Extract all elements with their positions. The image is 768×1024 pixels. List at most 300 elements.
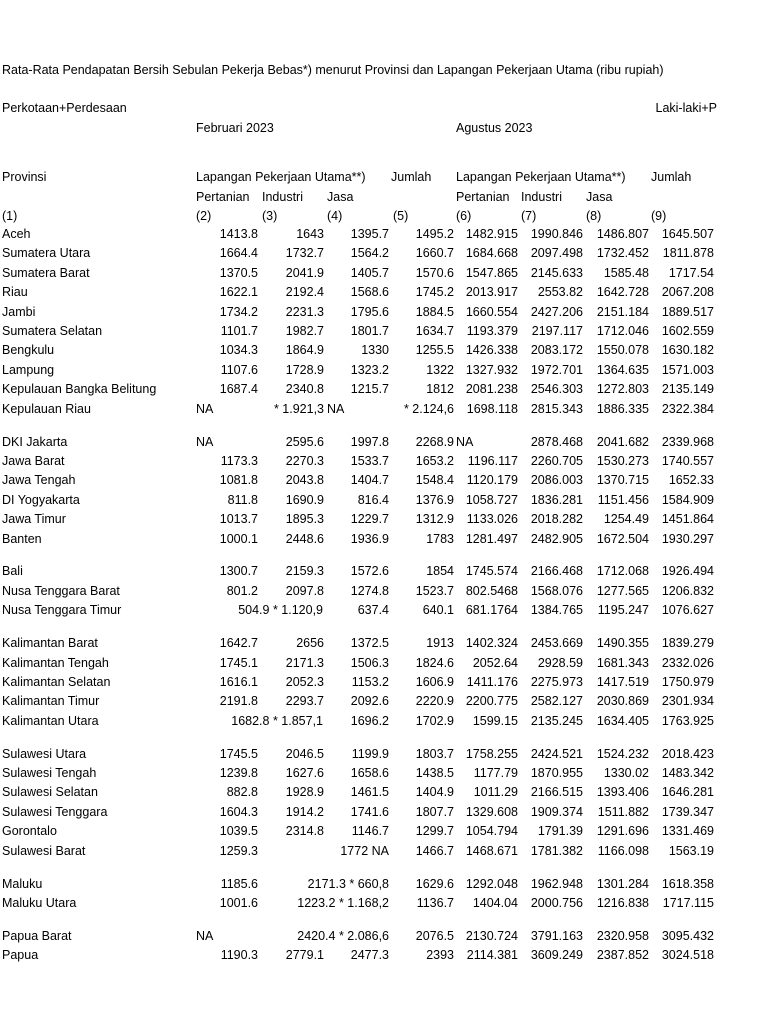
value-cell: 1101.7 [220, 324, 258, 338]
provinsi-cell: Jawa Timur [2, 512, 66, 527]
table-row [0, 380, 768, 399]
value-cell: 1370.715 [596, 473, 649, 488]
value-cell: 1646.281 [661, 785, 714, 800]
provinsi-cell: Kepulauan Riau [2, 401, 91, 416]
col-number-9: (9) [651, 209, 667, 223]
value-cell: 1547.865 [465, 265, 518, 280]
value-cell: 1274.8 [350, 583, 389, 598]
value-cell: 2043.8 [285, 473, 324, 488]
value-cell: 1634.7 [415, 324, 454, 338]
value-cell: 2320.958 [596, 928, 649, 943]
value-cell: 1372.5 [350, 636, 389, 651]
value-cell: 2339.968 [661, 434, 714, 449]
value-cell: 1717.115 [662, 895, 714, 910]
value-cell: 1836.281 [530, 492, 583, 507]
col-number-5: (5) [393, 209, 409, 223]
value-cell: 1889.517 [661, 304, 714, 319]
table-row [0, 745, 768, 764]
value-cell: 2166.468 [530, 564, 583, 579]
value-cell: 2595.6 [285, 434, 324, 449]
value-cell: 1329.608 [465, 804, 518, 819]
value-cell: 816.4 [357, 492, 389, 507]
value-cell: 1681.343 [596, 655, 649, 670]
value-cell: 1795.6 [350, 304, 389, 319]
value-cell: 1254.49 [603, 512, 649, 527]
value-cell: 1370.5 [219, 265, 258, 280]
value-cell: 2197.117 [531, 324, 583, 338]
value-cell: 1606.9 [415, 674, 454, 689]
value-cell: 2159.3 [285, 564, 324, 579]
provinsi-cell: Kalimantan Utara [2, 713, 99, 728]
value-cell: 2018.282 [530, 512, 583, 527]
value-cell: 2656 [296, 636, 324, 651]
header-pertanian-2: Pertanian [456, 190, 510, 204]
value-cell: 1291.696 [596, 824, 649, 839]
value-cell: 2546.303 [530, 382, 583, 397]
na-cell: NA [196, 928, 214, 943]
provinsi-cell: Riau [2, 285, 28, 300]
value-cell: 1272.803 [596, 382, 649, 397]
value-cell: 2260.705 [530, 453, 583, 468]
value-cell: 1300.7 [219, 564, 258, 579]
value-cell: 1524.232 [596, 746, 649, 761]
value-cell: 1196.117 [467, 453, 518, 468]
value-cell: 1642.728 [596, 285, 649, 300]
value-cell: 1909.374 [530, 804, 583, 819]
provinsi-cell: Papua [2, 948, 39, 963]
value-cell: 1384.765 [530, 603, 583, 618]
value-cell: 1712.046 [596, 324, 649, 338]
na-cell: NA [196, 434, 214, 449]
provinsi-cell: Kepulauan Bangka Belitung [2, 382, 157, 397]
value-cell: 1215.7 [350, 382, 389, 397]
col-number-8: (8) [586, 209, 602, 223]
value-cell: 1801.7 [350, 324, 389, 338]
table-row [0, 783, 768, 802]
table-row [0, 530, 768, 549]
value-cell: 1602.559 [661, 324, 714, 338]
value-cell: 1740.557 [661, 453, 714, 468]
provinsi-cell: Papua Barat [2, 928, 72, 943]
value-cell: 2220.9 [415, 694, 454, 709]
value-cell: 2171.3 * 660,8 [307, 876, 389, 891]
table-row [0, 510, 768, 529]
table-row [0, 764, 768, 783]
value-cell: 2086.003 [530, 473, 583, 488]
value-cell: 1411.176 [466, 674, 518, 689]
provinsi-cell: Banten [2, 531, 42, 546]
value-cell: 1717.54 [668, 265, 714, 280]
value-cell: 1672.504 [596, 531, 649, 546]
col-number-3: (3) [262, 209, 278, 223]
value-cell: 1618.358 [661, 876, 714, 891]
value-cell: 1936.9 [350, 531, 389, 546]
value-cell: 1791.39 [537, 824, 583, 839]
value-cell: 1058.727 [465, 492, 518, 507]
value-cell: 1405.7 [350, 265, 389, 280]
value-cell: 2052.3 [285, 674, 324, 689]
value-cell: 1259.3 [219, 843, 258, 858]
value-cell: 1364.635 [596, 362, 649, 377]
value-cell: 1054.794 [465, 824, 518, 839]
provinsi-cell: Jawa Tengah [2, 473, 76, 488]
value-cell: 1682.8 * 1.857,1 [231, 713, 323, 728]
header-industri-1: Industri [262, 190, 303, 204]
value-cell: 1811.878 [662, 246, 714, 261]
value-cell: 1146.7 [351, 824, 389, 839]
value-cell: 1895.3 [285, 512, 324, 527]
provinsi-cell: Jambi [2, 304, 36, 319]
value-cell: 1696.2 [350, 713, 389, 728]
value-cell: 1763.925 [661, 713, 714, 728]
value-cell: 1982.7 [285, 324, 324, 338]
value-cell: 1330 [361, 343, 389, 358]
table-row [0, 875, 768, 894]
value-cell: 1926.494 [661, 564, 714, 579]
period-februari: Februari 2023 [196, 121, 274, 135]
value-cell: 3791.163 [530, 928, 583, 943]
value-cell: 1564.2 [350, 246, 389, 261]
value-cell: 1216.838 [596, 895, 649, 910]
sex-label: Laki-laki+P [655, 101, 717, 115]
value-cell: 3609.249 [530, 948, 583, 963]
value-cell: 1404.04 [472, 895, 518, 910]
value-cell: 1690.9 [285, 492, 324, 507]
value-cell: 1173.3 [220, 453, 258, 468]
value-cell: 1239.8 [219, 766, 258, 780]
table-row [0, 634, 768, 653]
value-cell: 1783 [426, 531, 454, 546]
value-cell: 640.1 [422, 603, 454, 618]
value-cell: 2387.852 [596, 948, 649, 963]
value-cell: 1330.02 [603, 766, 649, 780]
table-row [0, 712, 768, 731]
col-number-1: (1) [2, 209, 18, 223]
value-cell: 2200.775 [465, 694, 518, 709]
value-cell: 1327.932 [465, 362, 518, 377]
header-lapangan-2: Lapangan Pekerjaan Utama**) [456, 170, 626, 184]
value-cell: 1393.406 [596, 785, 649, 800]
provinsi-cell: Kalimantan Tengah [2, 655, 109, 670]
table-row [0, 927, 768, 946]
value-cell: 1630.182 [661, 343, 714, 358]
value-cell: 1864.9 [285, 343, 324, 358]
value-cell: 1570.6 [415, 265, 454, 280]
value-cell: 1627.6 [285, 766, 324, 780]
value-cell: 1133.026 [466, 512, 518, 527]
value-cell: 2052.64 [472, 655, 518, 670]
value-cell: 1190.3 [220, 948, 258, 963]
provinsi-cell: Aceh [2, 227, 31, 241]
value-cell: 2135.149 [661, 382, 714, 397]
value-cell: 1652.33 [668, 473, 714, 488]
value-cell: 1712.068 [596, 564, 649, 579]
col-number-6: (6) [456, 209, 472, 223]
value-cell: 1732.7 [285, 246, 324, 261]
value-cell: 1331.469 [661, 824, 714, 839]
value-cell: 1292.048 [465, 876, 518, 891]
value-cell: 1664.4 [219, 246, 258, 261]
value-cell: 802.5468 [465, 583, 518, 598]
value-cell: 2477.3 [350, 948, 389, 963]
value-cell: 1634.405 [596, 713, 649, 728]
value-cell: 2192.4 [285, 285, 324, 300]
provinsi-cell: Maluku [2, 876, 43, 891]
value-cell: 1417.519 [596, 674, 649, 689]
table-row [0, 842, 768, 861]
value-cell: 1153.2 [351, 674, 389, 689]
value-cell: 1732.452 [596, 246, 649, 261]
value-cell: 1136.7 [416, 895, 454, 910]
value-cell: 1643 [296, 227, 324, 241]
value-cell: 1886.335 [596, 401, 649, 416]
value-cell: 2231.3 [285, 304, 324, 319]
value-cell: 1616.1 [219, 674, 258, 689]
value-cell: 1195.247 [597, 603, 649, 618]
value-cell: 1642.7 [219, 636, 258, 651]
value-cell: 1223.2 * 1.168,2 [297, 895, 389, 910]
value-cell: 681.1764 [465, 603, 518, 618]
value-cell: 1523.7 [415, 583, 454, 598]
value-cell: 1530.273 [596, 453, 649, 468]
value-cell: 1229.7 [350, 512, 389, 527]
value-cell: 2424.521 [530, 746, 583, 761]
table-row [0, 894, 768, 913]
col-number-4: (4) [327, 209, 343, 223]
provinsi-cell: Sulawesi Selatan [2, 785, 98, 800]
value-cell: 1495.2 [415, 227, 454, 241]
provinsi-cell: Sulawesi Barat [2, 843, 86, 858]
value-cell: 1629.6 [415, 876, 454, 891]
value-cell: 1277.565 [596, 583, 649, 598]
table-row [0, 471, 768, 490]
value-cell: 1930.297 [661, 531, 714, 546]
value-cell: 1928.9 [285, 785, 324, 800]
value-cell: 2135.245 [530, 713, 583, 728]
value-cell: 1185.6 [220, 876, 258, 891]
value-cell: 811.8 [227, 492, 258, 507]
value-cell: 1000.1 [219, 531, 258, 546]
value-cell: 1076.627 [661, 603, 714, 618]
value-cell: 1081.8 [219, 473, 258, 488]
value-cell: 1824.6 [415, 655, 454, 670]
provinsi-cell: Sulawesi Tenggara [2, 804, 108, 819]
header-jumlah-2: Jumlah [651, 170, 692, 184]
header-jasa-1: Jasa [327, 190, 354, 204]
value-cell: 2275.973 [530, 674, 583, 689]
value-cell: 1884.5 [415, 304, 454, 319]
value-cell: 2013.917 [465, 285, 518, 300]
value-cell: 1550.078 [596, 343, 649, 358]
table-row [0, 433, 768, 452]
header-lapangan-1: Lapangan Pekerjaan Utama**) [196, 170, 366, 184]
provinsi-cell: DKI Jakarta [2, 434, 68, 449]
value-cell: 1563.19 [668, 843, 714, 858]
table-row [0, 303, 768, 322]
value-cell: 3024.518 [661, 948, 714, 963]
value-cell: 1803.7 [415, 746, 454, 761]
area-label: Perkotaan+Perdesaan [2, 101, 127, 115]
value-cell: 1571.003 [661, 362, 714, 377]
value-cell: 2081.238 [465, 382, 518, 397]
value-cell: 1572.6 [350, 564, 389, 579]
value-cell: 1376.9 [415, 492, 454, 507]
value-cell: 2340.8 [285, 382, 324, 397]
value-cell: 2151.184 [596, 304, 649, 319]
value-cell: 2393 [426, 948, 454, 963]
value-cell: 1426.338 [465, 343, 518, 358]
value-cell: 1772 NA [340, 843, 389, 858]
value-cell: 2083.172 [530, 343, 583, 358]
value-cell: 2815.343 [530, 401, 583, 416]
value-cell: 1107.6 [220, 362, 258, 377]
table-row [0, 692, 768, 711]
header-industri-2: Industri [521, 190, 562, 204]
value-cell: 2092.6 [350, 694, 389, 709]
value-cell: 2448.6 [285, 531, 324, 546]
table-row [0, 673, 768, 692]
value-cell: 1745.2 [415, 285, 454, 300]
table-row [0, 225, 768, 244]
table-title: Rata-Rata Pendapatan Bersih Sebulan Pekerja Bebas*) menurut Provinsi dan Lapangan Pekerjaan Utama (ribu rupiah) [2, 63, 664, 77]
value-cell: 1854 [426, 564, 454, 579]
value-cell: 1622.1 [219, 285, 258, 300]
value-cell: 1466.7 [415, 843, 454, 858]
value-cell: 1151.456 [597, 492, 649, 507]
value-cell: 1604.3 [219, 804, 258, 819]
provinsi-cell: Kalimantan Barat [2, 636, 98, 651]
value-cell: 1404.9 [415, 785, 454, 800]
value-cell: 1660.554 [465, 304, 518, 319]
value-cell: 1745.574 [465, 564, 518, 579]
value-cell: 2322.384 [661, 401, 714, 416]
value-cell: 1533.7 [350, 453, 389, 468]
value-cell: 1206.832 [661, 583, 714, 598]
value-cell: 1660.7 [415, 246, 454, 261]
value-cell: 882.8 [226, 785, 258, 800]
value-cell: 1490.355 [596, 636, 649, 651]
value-cell: 1395.7 [350, 227, 389, 241]
provinsi-cell: Jawa Barat [2, 453, 65, 468]
provinsi-cell: Maluku Utara [2, 895, 77, 910]
value-cell: 1193.379 [466, 324, 518, 338]
provinsi-cell: Kalimantan Timur [2, 694, 100, 709]
value-cell: 1745.5 [219, 746, 258, 761]
value-cell: 1807.7 [415, 804, 454, 819]
header-provinsi: Provinsi [2, 170, 47, 184]
provinsi-cell: Bali [2, 564, 23, 579]
value-cell: 3095.432 [661, 928, 714, 943]
table-row [0, 264, 768, 283]
value-cell: 1599.15 [472, 713, 518, 728]
value-cell: 1451.864 [661, 512, 714, 527]
value-cell: 2332.026 [661, 655, 714, 670]
header-pertanian-1: Pertanian [196, 190, 250, 204]
value-cell: 1870.955 [530, 766, 583, 780]
table-row [0, 400, 768, 419]
value-cell: 1301.284 [596, 876, 649, 891]
value-cell: NA [456, 434, 474, 449]
value-cell: 1482.915 [465, 227, 518, 241]
value-cell: 2076.5 [415, 928, 454, 943]
value-cell: 1645.507 [661, 227, 714, 241]
provinsi-cell: Sulawesi Tengah [2, 766, 97, 780]
provinsi-cell: Bengkulu [2, 343, 55, 358]
value-cell: 637.4 [357, 603, 389, 618]
header-jumlah-1: Jumlah [391, 170, 432, 184]
value-cell: 1120.179 [466, 473, 518, 488]
table-row [0, 601, 768, 620]
value-cell: 2046.5 [285, 746, 324, 761]
table-row [0, 452, 768, 471]
provinsi-cell: Sumatera Selatan [2, 324, 103, 338]
value-cell: 1684.668 [465, 246, 518, 261]
value-cell: 1013.7 [219, 512, 258, 527]
value-cell: 2067.208 [661, 285, 714, 300]
value-cell: 1728.9 [285, 362, 324, 377]
value-cell: 1404.7 [350, 473, 389, 488]
value-cell: 2018.423 [661, 746, 714, 761]
value-cell: 1781.382 [530, 843, 583, 858]
value-cell: 1322 [426, 362, 454, 377]
provinsi-cell: Gorontalo [2, 824, 57, 839]
table-row [0, 491, 768, 510]
provinsi-cell: Sumatera Barat [2, 265, 90, 280]
value-cell: 2270.3 [285, 453, 324, 468]
value-cell: 2166.515 [530, 785, 583, 800]
value-cell: 2030.869 [596, 694, 649, 709]
value-cell: 1177.79 [473, 766, 518, 780]
provinsi-cell: Lampung [2, 362, 55, 377]
provinsi-cell: Nusa Tenggara Barat [2, 583, 120, 598]
table-row [0, 283, 768, 302]
value-cell: 1739.347 [661, 804, 714, 819]
value-cell: 2171.3 [285, 655, 324, 670]
value-cell: 1011.29 [473, 785, 518, 800]
table-row [0, 341, 768, 360]
value-cell: 1734.2 [219, 304, 258, 319]
value-cell: 1741.6 [350, 804, 389, 819]
value-cell: 1653.2 [415, 453, 454, 468]
value-cell: 1486.807 [596, 227, 649, 241]
table-row [0, 322, 768, 341]
value-cell: 2482.905 [530, 531, 583, 546]
value-cell: 2779.1 [285, 948, 324, 963]
value-cell: 1758.255 [465, 746, 518, 761]
value-cell: 2420.4 * 2.086,6 [297, 928, 389, 943]
value-cell: 2041.682 [596, 434, 649, 449]
col-number-2: (2) [196, 209, 212, 223]
table-row [0, 582, 768, 601]
value-cell: 1997.8 [350, 434, 389, 449]
value-cell: 1658.6 [350, 766, 389, 780]
value-cell: 1468.671 [465, 843, 518, 858]
provinsi-cell: Sulawesi Utara [2, 746, 87, 761]
value-cell: 2268.9 [415, 434, 454, 449]
value-cell: 2928.59 [537, 655, 583, 670]
value-cell: 1702.9 [415, 713, 454, 728]
value-cell: 1034.3 [219, 343, 258, 358]
value-cell: 1568.076 [530, 583, 583, 598]
provinsi-cell: Sumatera Utara [2, 246, 91, 261]
value-cell: 2553.82 [537, 285, 583, 300]
value-cell: 1039.5 [219, 824, 258, 839]
value-cell: 2878.468 [530, 434, 583, 449]
table-row [0, 822, 768, 841]
table-row [0, 946, 768, 965]
provinsi-cell: Kalimantan Selatan [2, 674, 111, 689]
value-cell: 1402.324 [465, 636, 518, 651]
